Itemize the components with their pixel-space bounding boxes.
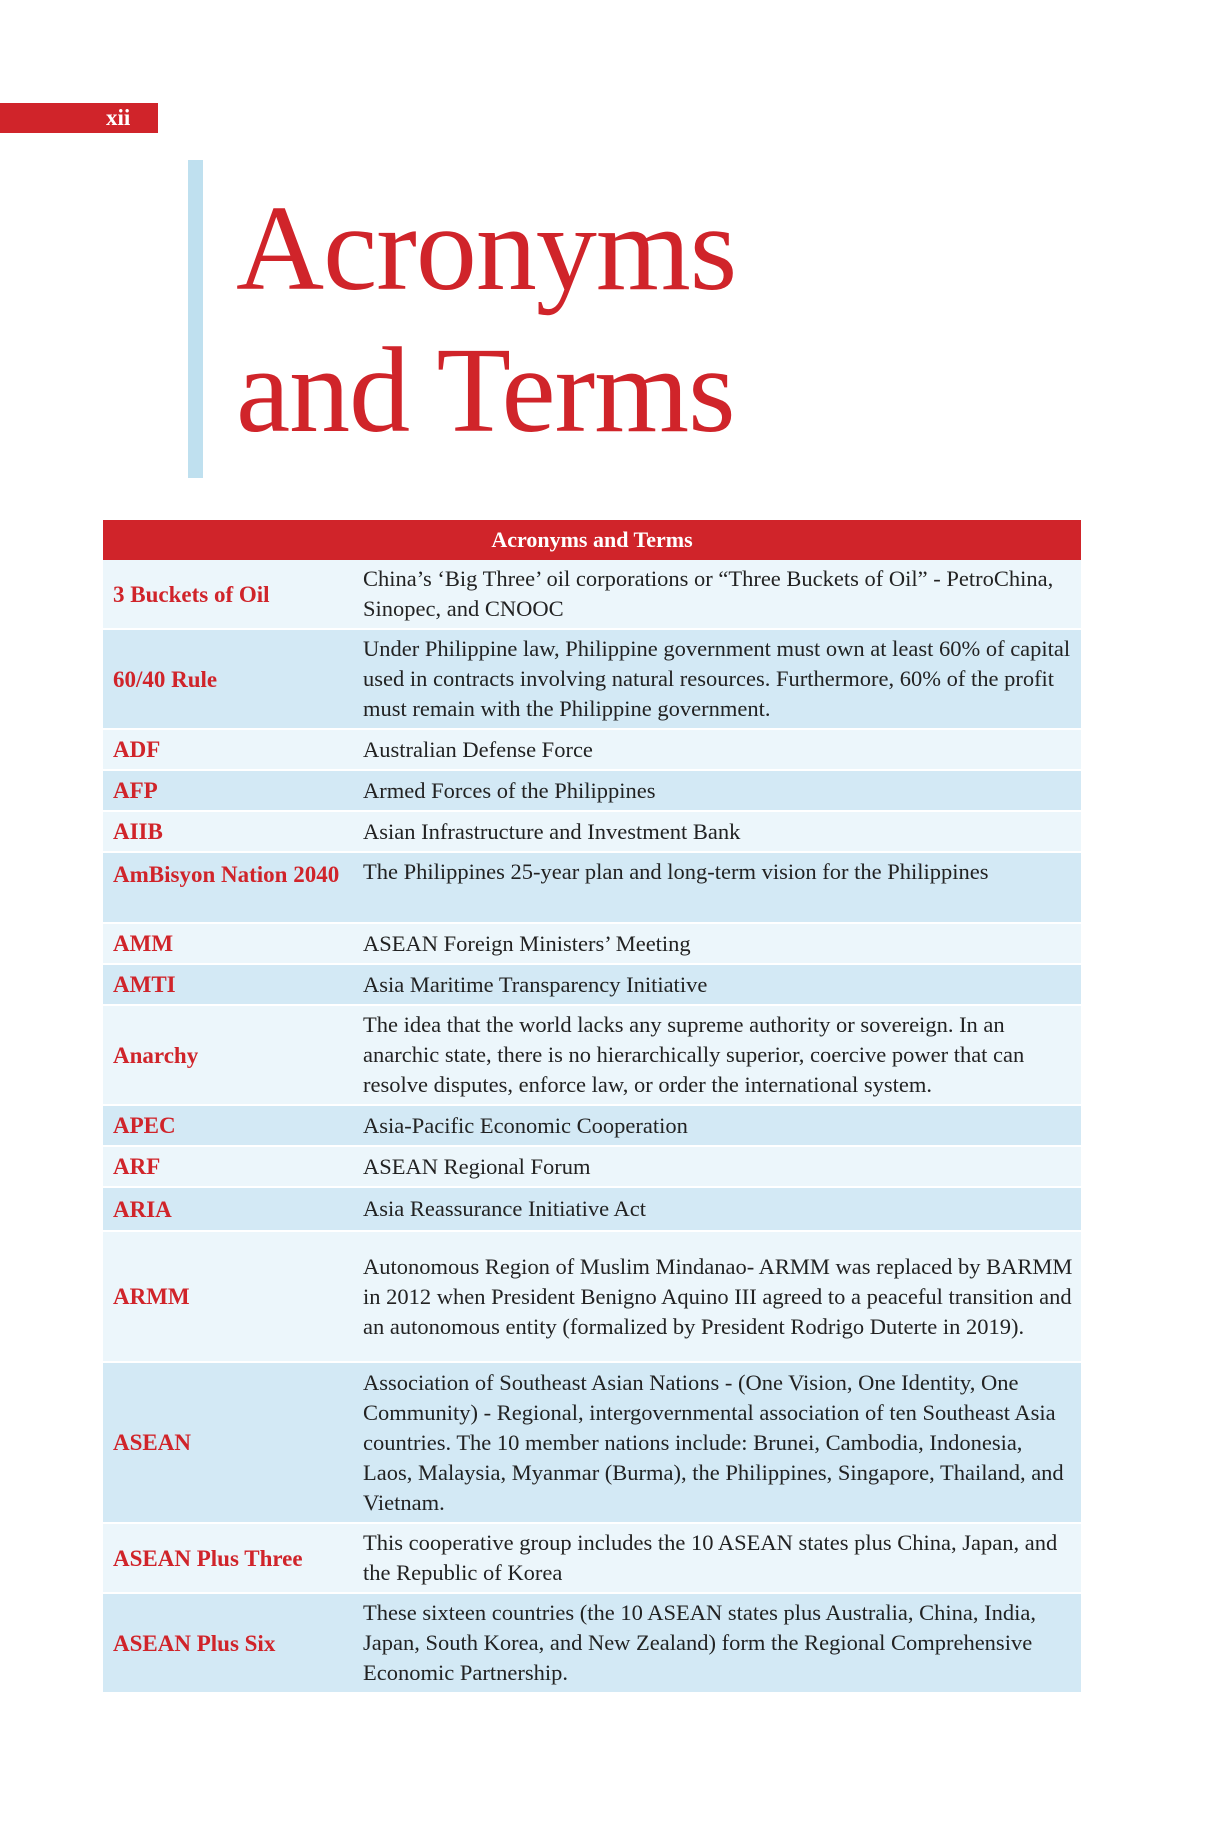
table-row xyxy=(103,1188,1081,1232)
page-number-tab: xii xyxy=(0,103,158,133)
table-row xyxy=(103,630,1081,730)
definition-cell: Autonomous Region of Muslim Mindanao- ARMM was replaced by BARMM in 2012 when President Benigno Aquino III agreed to a peaceful transition and an autonomous entity (formalized by President Rodrigo Duterte in 2019). xyxy=(363,1253,1073,1339)
definition-cell: Asia Reassurance Initiative Act xyxy=(363,1196,647,1221)
table-header: Acronyms and Terms xyxy=(103,520,1081,560)
term-cell: AMTI xyxy=(113,972,176,997)
definition-cell: China’s ‘Big Three’ oil corporations or “Three Buckets of Oil” - PetroChina, Sinopec, and CNOOC xyxy=(363,566,1054,621)
table-row xyxy=(103,730,1081,771)
title-accent-bar xyxy=(188,160,203,478)
definition-cell: ASEAN Foreign Ministers’ Meeting xyxy=(363,930,691,956)
table-row xyxy=(103,1147,1081,1188)
table-row xyxy=(103,965,1081,1006)
term-cell: AmBisyon Nation 2040 xyxy=(113,862,340,887)
table-row xyxy=(103,560,1081,630)
term-cell: 3 Buckets of Oil xyxy=(113,581,270,607)
term-cell: ARF xyxy=(113,1154,161,1179)
term-cell: ASEAN Plus Six xyxy=(113,1630,276,1656)
term-cell: 60/40 Rule xyxy=(113,666,218,692)
definition-cell: The idea that the world lacks any supreme authority or sovereign. In an anarchic state, there is no hierarchically superior, coercive power that can resolve disputes, enforce law, or order the international system. xyxy=(363,1012,1025,1097)
definition-cell: Asia-Pacific Economic Cooperation xyxy=(363,1112,688,1138)
term-cell: AFP xyxy=(113,778,158,803)
page-title xyxy=(236,178,1136,462)
definition-cell: Australian Defense Force xyxy=(363,736,593,762)
definition-cell: These sixteen countries (the 10 ASEAN states plus Australia, China, India, Japan, South Korea, and New Zealand) form the Regional Comprehensive Economic Partnership. xyxy=(363,1600,1037,1685)
definition-cell: Armed Forces of the Philippines xyxy=(363,777,656,803)
definition-cell: Asia Maritime Transparency Initiative xyxy=(363,971,708,997)
term-cell: AMM xyxy=(113,931,174,956)
definition-cell: Association of Southeast Asian Nations - (One Vision, One Identity, One Community) - Regional, intergovernmental association of ten Southeast Asia countries. The 10 member nations include: Brunei, Cambodia, Indonesia, Laos, Malaysia, Myanmar (Burma), the Philippines, Singapore, Thailand, and Vietnam. xyxy=(363,1369,1064,1515)
acronyms-table xyxy=(103,520,1081,1694)
table-row xyxy=(103,1006,1081,1106)
table-row xyxy=(103,812,1081,853)
definition-cell: Under Philippine law, Philippine government must own at least 60% of capital used in contracts involving natural resources. Furthermore, 60% of the profit must remain with the Philippine government. xyxy=(363,636,1071,721)
page-title-line-1: Acronyms xyxy=(236,181,737,316)
table-row xyxy=(103,1232,1081,1363)
table-row xyxy=(103,853,1081,924)
term-cell: ASEAN xyxy=(113,1430,191,1455)
term-cell: AIIB xyxy=(113,819,163,844)
page-title-line-2: and Terms xyxy=(236,323,735,458)
table-row xyxy=(103,1594,1081,1694)
term-cell: Anarchy xyxy=(113,1042,199,1068)
definition-cell: The Philippines 25-year plan and long-term vision for the Philippines xyxy=(363,859,989,884)
term-cell: APEC xyxy=(113,1113,176,1138)
table-row xyxy=(103,771,1081,812)
term-cell: ARMM xyxy=(113,1284,190,1309)
definition-cell: ASEAN Regional Forum xyxy=(363,1153,591,1179)
table-row xyxy=(103,1363,1081,1524)
term-cell: ADF xyxy=(113,737,161,762)
term-cell: ARIA xyxy=(113,1196,172,1222)
definition-cell: This cooperative group includes the 10 ASEAN states plus China, Japan, and the Republic of Korea xyxy=(363,1530,1058,1585)
table-row xyxy=(103,924,1081,965)
definition-cell: Asian Infrastructure and Investment Bank xyxy=(363,818,741,844)
table-row xyxy=(103,1524,1081,1594)
term-cell: ASEAN Plus Three xyxy=(113,1545,303,1571)
table-row xyxy=(103,1106,1081,1147)
